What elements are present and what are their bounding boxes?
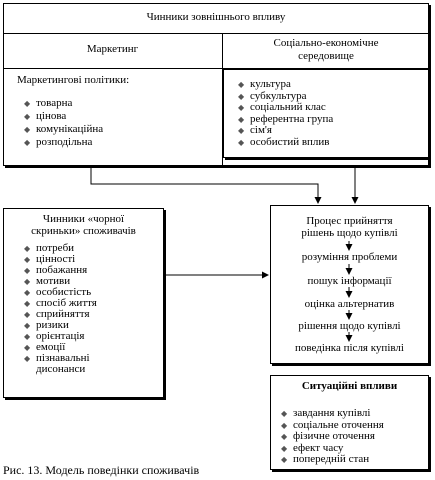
list-item: ◆ культура	[238, 79, 418, 91]
arrow-marketing-to-process	[91, 166, 318, 203]
list-item-continuation: дисонанси	[36, 363, 86, 375]
step-post-purchase-behavior: поведінка після купівлі	[295, 342, 404, 354]
list-item: ◆ ризики	[24, 320, 159, 331]
figure-caption: Рис. 13. Модель поведінки споживачів	[3, 463, 200, 477]
list-item: ◆ ефект часу	[281, 443, 426, 455]
list-item: ◆ побажання	[24, 265, 159, 276]
list-item: ◆ потреби	[24, 243, 159, 254]
list-item: ◆ товарна	[24, 97, 204, 110]
list-item: ◆ соціальний клас	[238, 102, 418, 114]
list-item: ◆ фізичне оточення	[281, 431, 426, 443]
black-box-title-line2: скриньки» споживачів	[31, 225, 136, 237]
list-item: ◆ попередній стан	[281, 454, 426, 466]
black-box-title-line1: Чинники «чорної	[42, 213, 125, 225]
step-information-search: пошук інформації	[307, 275, 392, 287]
step-problem-recognition: розуміння проблеми	[301, 251, 398, 263]
decision-process-title-line2: рішень щодо купівлі	[301, 227, 398, 239]
list-item: ◆ цінова	[24, 110, 204, 123]
situational-title: Ситуаційні впливи	[301, 380, 398, 392]
list-item: ◆ сім'я	[238, 125, 418, 137]
list-item: ◆ референтна група	[238, 114, 418, 126]
decision-process-title-line1: Процес прийняття	[306, 215, 393, 227]
list-item: ◆ особистий вплив	[238, 137, 418, 149]
list-item: ◆ пізнавальні	[24, 353, 159, 364]
list-item: ◆ соціальне оточення	[281, 420, 426, 432]
external-factors-title: Чинники зовнішнього впливу	[146, 11, 286, 23]
list-item: ◆ субкультура	[238, 91, 418, 103]
list-item: ◆ сприйняття	[24, 309, 159, 320]
step-purchase-decision: рішення щодо купівлі	[298, 320, 401, 332]
list-item: ◆ орієнтація	[24, 331, 159, 342]
list-item: ◆ емоції	[24, 342, 159, 353]
list-item: ◆ особистість	[24, 287, 159, 298]
marketing-policies-title: Маркетингові політики:	[17, 74, 130, 86]
list-item: ◆ цінності	[24, 254, 159, 265]
list-item: ◆ мотиви	[24, 276, 159, 287]
socio-economic-header-line2: середовище	[298, 50, 354, 62]
list-item: ◆ комунікаційна	[24, 123, 204, 136]
marketing-header: Маркетинг	[86, 43, 139, 55]
socio-economic-header-line1: Соціально-економічне	[273, 37, 379, 49]
list-item: ◆ спосіб життя	[24, 298, 159, 309]
step-alternative-evaluation: оцінка альтернатив	[304, 298, 395, 310]
list-item: ◆ завдання купівлі	[281, 408, 426, 420]
list-item: ◆ розподільна	[24, 136, 204, 149]
